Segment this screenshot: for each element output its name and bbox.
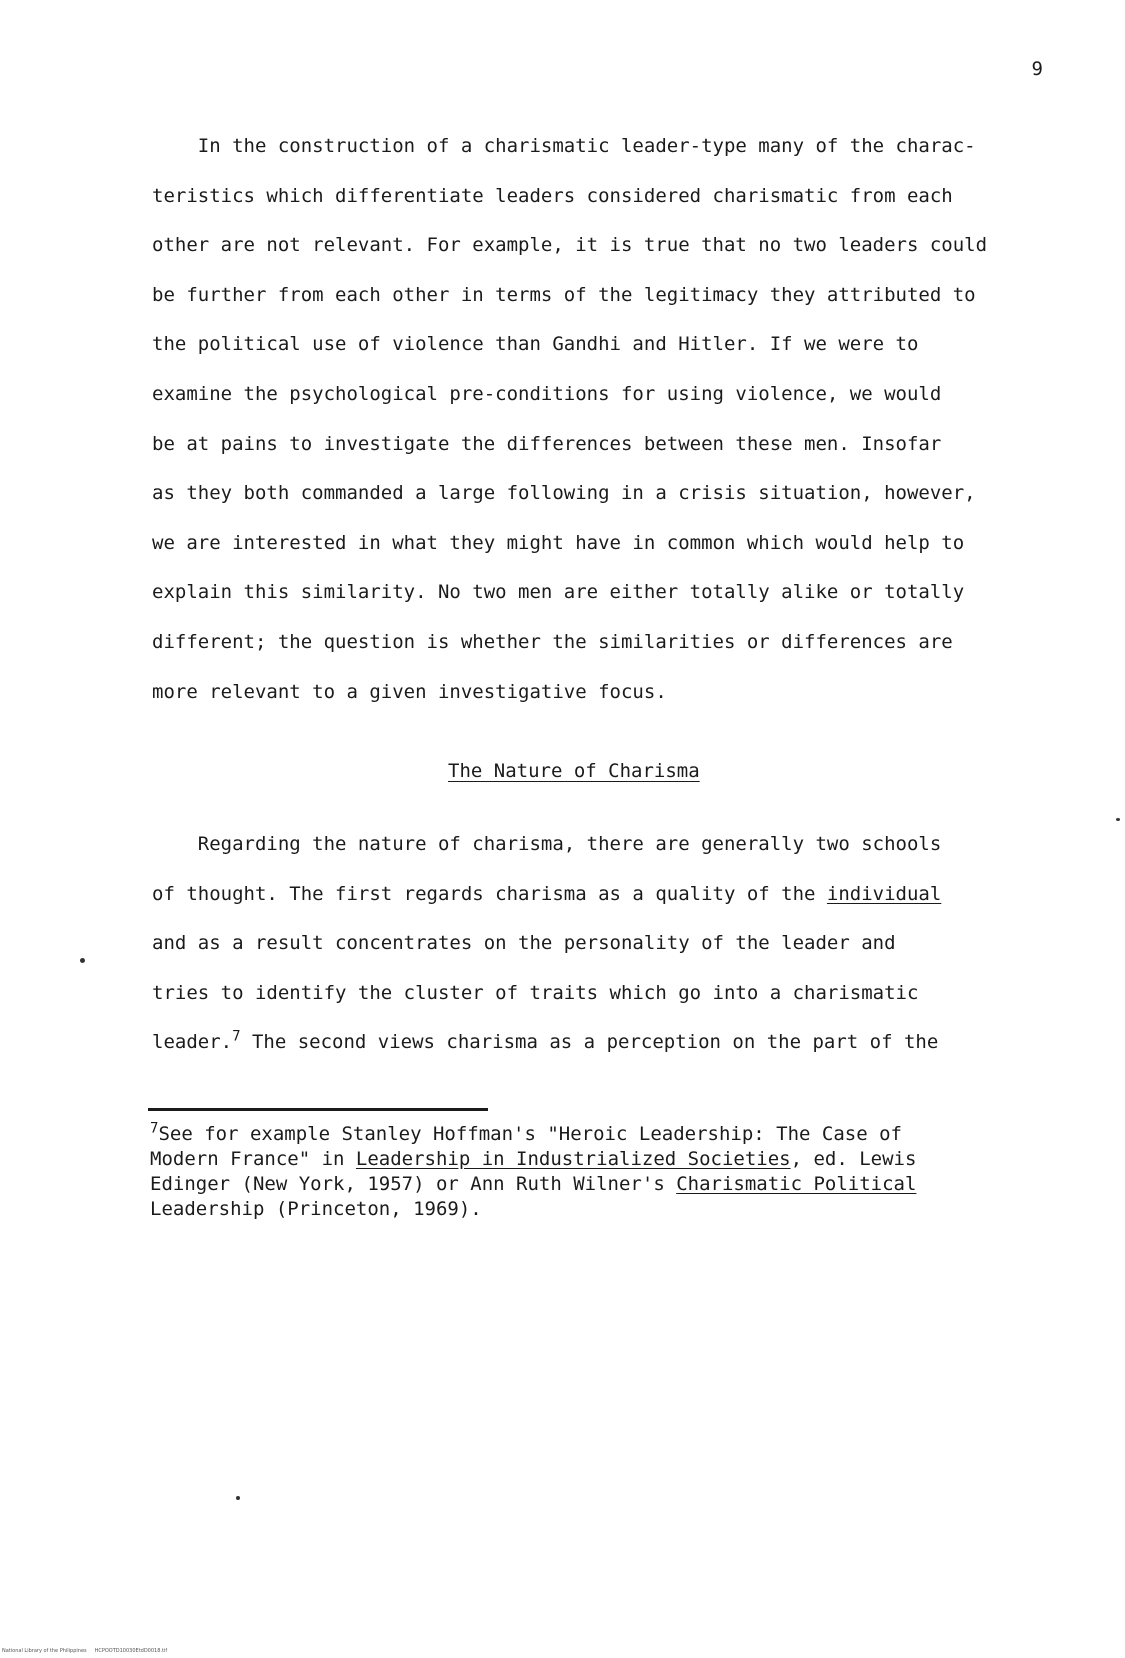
paragraph-1-line: more relevant to a given investigative focus. bbox=[152, 680, 667, 703]
scan-speck bbox=[1116, 818, 1120, 821]
section-heading: The Nature of Charisma bbox=[448, 760, 700, 782]
paragraph-2-line: and as a result concentrates on the personality of the leader and bbox=[152, 932, 896, 955]
cited-title: Charismatic Political bbox=[676, 1173, 917, 1195]
footnote bbox=[150, 1122, 916, 1222]
body-paragraph-1 bbox=[152, 122, 1112, 717]
paragraph-2-line: tries to identify the cluster of traits which go into a charismatic bbox=[152, 981, 919, 1004]
footnote-line: Leadership (Princeton, 1969). bbox=[150, 1198, 482, 1220]
emphasis-individual: individual bbox=[826, 882, 942, 905]
paragraph-2-line: Regarding the nature of charisma, there are generally two schools bbox=[152, 833, 942, 855]
paragraph-1-line: the political use of violence than Gandhi and Hitler. If we were to bbox=[152, 333, 919, 356]
footnote-line: , ed. Lewis bbox=[790, 1148, 917, 1170]
footnote-line: Modern France" in bbox=[150, 1148, 356, 1170]
paragraph-2-line: of thought. The first regards charisma as a quality of the bbox=[152, 882, 827, 905]
footnote-reference: 7 bbox=[232, 1029, 241, 1046]
cited-title: Leadership in Industrialized Societies bbox=[355, 1148, 791, 1170]
paragraph-1-line: be at pains to investigate the differences between these men. Insofar bbox=[152, 432, 942, 455]
page-number: 9 bbox=[1031, 58, 1043, 80]
scan-speck bbox=[80, 958, 85, 963]
footnote-line: See for example Stanley Hoffman's "Heroic Leadership: The Case of bbox=[158, 1123, 902, 1145]
footnote-divider bbox=[148, 1108, 488, 1111]
paragraph-1-line: explain this similarity. No two men are either totally alike or totally bbox=[152, 581, 965, 604]
paragraph-1-line: different; the question is whether the similarities or differences are bbox=[152, 630, 953, 653]
paragraph-1-line: as they both commanded a large following in a crisis situation, however, bbox=[152, 482, 976, 505]
footnote-marker: 7 bbox=[150, 1120, 159, 1137]
archive-footer: National Library of the Philippines HCPOOTD10030EtdD0018.tif bbox=[2, 1648, 168, 1654]
paragraph-1-line: examine the psychological pre-conditions for using violence, we would bbox=[152, 382, 942, 405]
paragraph-1-line: other are not relevant. For example, it is true that no two leaders could bbox=[152, 234, 988, 257]
body-paragraph-2 bbox=[152, 820, 1112, 1068]
scan-speck bbox=[236, 1496, 240, 1500]
paragraph-1-line: we are interested in what they might have in common which would help to bbox=[152, 531, 965, 554]
paragraph-1-line: be further from each other in terms of the legitimacy they attributed to bbox=[152, 283, 976, 306]
paragraph-2-line: leader. bbox=[152, 1031, 233, 1054]
paragraph-1-line: teristics which differentiate leaders considered charismatic from each bbox=[152, 184, 953, 207]
paragraph-2-line: The second views charisma as a perception on the part of the bbox=[240, 1031, 939, 1054]
paragraph-1-line: In the construction of a charismatic leader-type many of the charac- bbox=[152, 135, 976, 157]
footnote-line: Edinger (New York, 1957) or Ann Ruth Wilner's bbox=[150, 1173, 677, 1195]
